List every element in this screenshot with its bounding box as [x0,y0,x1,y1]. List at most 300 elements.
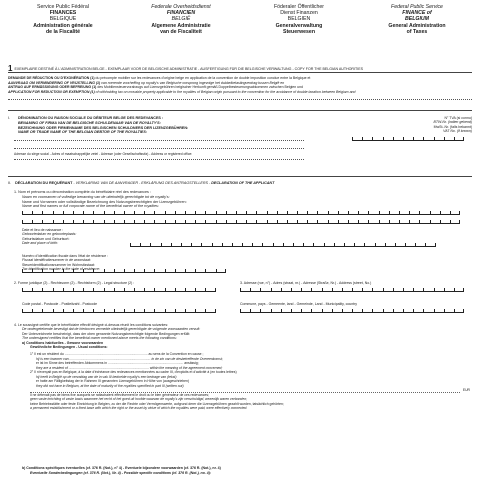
divider [8,72,472,73]
char-box[interactable] [324,243,334,247]
char-box[interactable] [114,220,124,224]
char-box[interactable] [440,211,450,215]
char-box[interactable] [399,211,409,215]
char-box[interactable] [124,211,134,215]
char-box[interactable] [419,211,429,215]
char-box[interactable] [144,269,154,273]
char-box[interactable] [185,309,195,313]
char-box[interactable] [434,137,444,141]
char-box[interactable] [385,243,395,247]
char-box[interactable] [53,220,63,224]
request-en-title: APPLICATION FOR REDUCTION OR EXEMPTION (1) [8,89,95,94]
char-box[interactable] [311,309,321,313]
char-box[interactable] [124,288,134,292]
char-box[interactable] [53,269,63,273]
eur-label: EUR [462,388,470,392]
char-box[interactable] [93,269,103,273]
char-box[interactable] [362,309,372,313]
char-box[interactable] [32,211,42,215]
char-box[interactable] [212,243,222,247]
char-box[interactable] [185,269,195,273]
char-box[interactable] [277,211,287,215]
char-box[interactable] [144,288,154,292]
header-nl-line4: Algemene Administratie [151,22,211,29]
char-box[interactable] [267,211,277,215]
char-box[interactable] [150,243,160,247]
header-de-line1: Föderaler Öffentlicher [273,4,325,10]
header-nl-line5: van de Fiscaliteit [160,28,202,35]
char-box[interactable] [354,243,364,247]
char-box[interactable] [262,243,272,247]
char-box[interactable] [42,309,52,313]
char-box[interactable] [260,309,270,313]
char-box[interactable] [114,309,124,313]
char-box[interactable] [303,243,313,247]
char-box[interactable] [352,288,362,292]
char-box[interactable] [358,220,368,224]
char-box[interactable] [32,220,42,224]
country-input-line[interactable] [8,99,472,100]
char-box[interactable] [165,220,175,224]
char-box[interactable] [42,220,52,224]
char-box[interactable] [154,211,164,215]
char-box[interactable] [22,211,32,215]
char-box[interactable] [181,243,191,247]
char-box[interactable] [104,269,114,273]
cond-b-de-en: Eventuelle Sonderbedingungen (cf. 376 R. (Not.), Nr. 4) - Possible specific conditions (cf. 376 R. (Not.), no. 4): [30,471,212,475]
request-nl-text: van roerende voorheffing op royalty's van Belgische oorsprong ingevolge het dubbelbelastingverdrag tussen België en [101,80,285,85]
header-english [358,4,476,46]
char-box[interactable] [328,211,338,215]
char-box[interactable] [332,309,342,313]
char-box[interactable] [22,269,32,273]
char-box[interactable] [383,309,393,313]
char-box[interactable] [423,309,433,313]
char-box[interactable] [287,220,297,224]
char-box[interactable] [42,288,52,292]
char-box[interactable] [440,220,450,224]
char-box[interactable] [124,269,134,273]
cond-a-fr: Conditions habituelles - Gewone voorwaarden [26,340,104,345]
char-box[interactable] [307,220,317,224]
char-box[interactable] [232,243,242,247]
char-box[interactable] [332,288,342,292]
char-box[interactable] [83,309,93,313]
char-box[interactable] [195,220,205,224]
char-box[interactable] [342,309,352,313]
char-box[interactable] [216,211,226,215]
condition-1-en: they are a resident of ..................................................................................... within the meaning of the agreement concerned; [36,365,223,370]
char-box[interactable] [338,211,348,215]
char-box[interactable] [73,269,83,273]
char-box[interactable] [104,211,114,215]
char-box[interactable] [104,220,114,224]
char-box[interactable] [415,243,425,247]
char-box[interactable] [423,137,433,141]
char-box[interactable] [405,243,415,247]
address-boxes[interactable] [240,287,464,292]
char-box[interactable] [403,137,413,141]
char-box[interactable] [348,211,358,215]
char-box[interactable] [73,211,83,215]
char-box[interactable] [395,243,405,247]
header-en-line4: General Administration [388,22,446,29]
debtor-name-input[interactable] [14,140,304,141]
char-box[interactable] [454,309,464,313]
char-box[interactable] [114,288,124,292]
char-box[interactable] [277,220,287,224]
char-box[interactable] [205,269,215,273]
char-box[interactable] [313,243,323,247]
char-box[interactable] [393,137,403,141]
char-box[interactable] [93,220,103,224]
char-box[interactable] [246,220,256,224]
char-box[interactable] [161,243,171,247]
char-box[interactable] [185,211,195,215]
char-box[interactable] [383,288,393,292]
char-box[interactable] [73,220,83,224]
char-box[interactable] [175,269,185,273]
header-fr-line4: Administration générale [33,22,93,29]
char-box[interactable] [413,288,423,292]
char-box[interactable] [83,269,93,273]
char-box[interactable] [364,243,374,247]
char-box[interactable] [403,288,413,292]
char-box[interactable] [281,309,291,313]
char-box[interactable] [450,220,460,224]
char-box[interactable] [63,288,73,292]
char-box[interactable] [413,309,423,313]
item1-nl: Naam en voornamen of volledige benaming van de uiteindelijk gerechtigde tot de royalty's: [22,194,170,199]
header-fr-line5: de la Fiscalité [45,28,81,35]
header-en-line5: of Taxes [406,28,428,35]
char-box[interactable] [242,243,252,247]
taxid-fr: Numéro d'identification fiscale dans l'état de résidence : [22,254,109,258]
char-box[interactable] [344,243,354,247]
char-box[interactable] [301,309,311,313]
char-box[interactable] [444,309,454,313]
char-box[interactable] [124,309,134,313]
char-box[interactable] [191,243,201,247]
char-box[interactable] [358,211,368,215]
char-box[interactable] [283,243,293,247]
char-box[interactable] [195,309,205,313]
header-german [240,4,358,46]
section-ii-title-other: - VERKLARING VAN DE AANVRAGER - ERKLÄRUNG DES ANTRAGSTELLERS - [73,181,211,185]
postcode-label: Code postal - Postcode - Postleitzahl - Postcode [22,302,98,306]
char-box[interactable] [287,211,297,215]
debtor-name-input-2[interactable] [14,148,304,149]
char-box[interactable] [22,288,32,292]
header-fr-line2: FINANCES [49,10,77,17]
char-box[interactable] [425,243,435,247]
char-box[interactable] [250,288,260,292]
char-box[interactable] [216,269,226,273]
char-box[interactable] [409,211,419,215]
char-box[interactable] [260,288,270,292]
char-box[interactable] [73,288,83,292]
char-box[interactable] [393,309,403,313]
char-box[interactable] [236,220,246,224]
char-box[interactable] [291,309,301,313]
section-ii-label: II. [8,181,12,185]
char-box[interactable] [32,288,42,292]
vat-number-boxes[interactable] [352,136,464,141]
char-box[interactable] [144,220,154,224]
char-box[interactable] [311,288,321,292]
header-fr-line1: Service Public Fédéral [37,4,89,10]
char-box[interactable] [53,309,63,313]
char-box[interactable] [236,211,246,215]
legal-structure-boxes[interactable] [22,287,216,292]
char-box[interactable] [175,220,185,224]
char-box[interactable] [423,288,433,292]
item4-en: The undersigned certifies that the beneficial owner mentioned above meets the following conditions: [22,336,177,341]
condition-2-de: er hatte am Fälligkeitstag der in Rahmen III genannten Lizenzgebühren in Höhe von (ausgeschrieben) [36,379,190,383]
char-box[interactable] [375,243,385,247]
char-box[interactable] [434,288,444,292]
char-box[interactable] [140,243,150,247]
char-box[interactable] [293,243,303,247]
char-box[interactable] [165,269,175,273]
char-box[interactable] [134,288,144,292]
char-box[interactable] [93,211,103,215]
char-box[interactable] [252,243,262,247]
char-box[interactable] [205,309,215,313]
char-box[interactable] [226,211,236,215]
char-box[interactable] [246,211,256,215]
form-header [4,4,476,46]
char-box[interactable] [307,211,317,215]
char-box[interactable] [165,211,175,215]
char-box[interactable] [165,309,175,313]
copy-text: EXEMPLAIRE DESTINÉ À L'ADMINISTRATION BELGE - EXEMPLAAR VOOR DE BELGISCHE ADMINISTRATIE - AUSFERTIGUNG FÜR DIE BELGISCHE VERWALTUNG - COPY FOR THE BELGIAN AUTHORITIES [14,67,363,71]
char-box[interactable] [175,309,185,313]
char-box[interactable] [379,211,389,215]
section-i [8,116,472,135]
copy-number: 1 [8,64,13,73]
request-fr-text: du précompte mobilier sur les redevances d'origine belge en application de la convention de double imposition conclue entre la Belgique et [95,76,311,80]
char-box[interactable] [205,220,215,224]
amount-input-line[interactable] [30,388,460,393]
char-box[interactable] [42,211,52,215]
char-box[interactable] [73,309,83,313]
char-box[interactable] [134,211,144,215]
char-box[interactable] [413,137,423,141]
char-box[interactable] [372,309,382,313]
char-box[interactable] [399,220,409,224]
header-fr-line3: BELGIQUE [49,16,77,23]
municipality-boxes[interactable] [240,308,464,313]
char-box[interactable] [53,211,63,215]
char-box[interactable] [154,269,164,273]
divider [8,110,472,111]
char-box[interactable] [130,243,140,247]
char-box[interactable] [124,220,134,224]
char-box[interactable] [352,137,362,141]
char-box[interactable] [134,220,144,224]
char-box[interactable] [430,211,440,215]
char-box[interactable] [328,220,338,224]
char-box[interactable] [175,288,185,292]
char-box[interactable] [403,309,413,313]
char-box[interactable] [185,220,195,224]
char-box[interactable] [434,309,444,313]
char-box[interactable] [83,288,93,292]
char-box[interactable] [348,220,358,224]
char-box[interactable] [32,309,42,313]
char-box[interactable] [195,211,205,215]
char-box[interactable] [444,137,454,141]
char-box[interactable] [240,288,250,292]
char-box[interactable] [114,269,124,273]
char-box[interactable] [273,243,283,247]
char-box[interactable] [250,309,260,313]
char-box[interactable] [83,211,93,215]
char-box[interactable] [291,288,301,292]
char-box[interactable] [362,288,372,292]
char-box[interactable] [389,220,399,224]
char-box[interactable] [454,137,464,141]
char-box[interactable] [362,137,372,141]
char-box[interactable] [195,269,205,273]
char-box[interactable] [134,309,144,313]
char-box[interactable] [201,243,211,247]
condition-1-de: er ist im Sinne des betreffenden Abkommens in ................................................................................ ansässig; [36,361,199,365]
char-box[interactable] [322,309,332,313]
char-box[interactable] [22,309,32,313]
char-box[interactable] [165,288,175,292]
conditions-list: 1° Il est un résident du ........................................................................................ au sens de la Convention en cause ; hij is een inwoner van ...................................................................................... in de zin van de desbetreffende Overeenkomst; er ist im Sinne des betreffenden Abkommens in ................................................................................ ansässig; they are a resident of ..................................................................................... within the meaning of the agreement concerned; 2° Il n'exerçait pas en Belgique, à la date d'échéance des redevances mentionnées au cadre III, d'exploits et d'activité à (en toutes lettres) hij heeft in België op de vervaldag van de in vak III bedoelde royalty's een bedrage van (tekst) er hatte am Fälligkeitstag der in Rahmen III genannten Lizenzgebühren in Höhe von (ausgeschrieben) they did not have in Belgium, at the date of maturity of the royalties specified in part III (written out) EUR Il ne détenait pas de biens fixe auxquels se rattachaient effectivement le droit ou le bien générateur de ces redevances; geen vaste inrichting of vaste basis waarmee het recht of het goed uit hoofde waarvan de royalty's zijn verschuldigd, wezenlijk waren verbonden; keine Betriebsstätte oder feste Einrichtung in Belgien, zu der die Rechte oder Vermögenswerte, aufgrund derer die Lizenzgebühren gezahlt wurden, tatsächlich gehörten; a permanent establishment or a fixed base with which the right or the asset by virtue of which the royalties were paid, were effectively connected. [30,352,470,410]
char-box[interactable] [338,220,348,224]
header-dutch [122,4,240,46]
header-en-line3: BELGIUM [405,16,429,23]
char-box[interactable] [450,211,460,215]
char-box[interactable] [389,211,399,215]
char-box[interactable] [454,288,464,292]
municipality-label: Commune, pays - Gemeente, land - Gemeinde, Land - Municipality, country [240,302,358,306]
section-i-label: I. [8,116,11,120]
char-box[interactable] [154,220,164,224]
char-box[interactable] [383,137,393,141]
char-box[interactable] [322,288,332,292]
char-box[interactable] [297,220,307,224]
header-nl-line3: BELGIË [171,16,191,23]
char-box[interactable] [175,211,185,215]
char-box[interactable] [368,211,378,215]
condition-3-de: keine Betriebsstätte oder feste Einrichtung in Belgien, zu der die Rechte oder Vermögenswerte, aufgrund derer die Lizenzgebühren gezahlt wurden, tatsächlich gehörten; [30,401,284,406]
char-box[interactable] [32,269,42,273]
beneficial-owner-boxes-1[interactable] [22,210,460,215]
registered-office-input[interactable] [14,159,304,160]
char-box[interactable] [281,288,291,292]
char-box[interactable] [271,288,281,292]
request-title-block [8,76,472,100]
char-box[interactable] [317,211,327,215]
item4-fr: Le soussigné certifie que le bénéficiaire effectif désigné ci-dessus réunit les conditions suivantes: [17,323,169,327]
char-box[interactable] [372,288,382,292]
char-box[interactable] [42,269,52,273]
char-box[interactable] [379,220,389,224]
vat-label-fr: N° TVA (si connu) [444,116,472,120]
char-box[interactable] [297,211,307,215]
char-box[interactable] [93,309,103,313]
section-i-title-fr: DÉNOMINATION OU RAISON SOCIALE DU DÉBITEUR BELGE DES REDEVANCES : [18,116,164,120]
char-box[interactable] [195,288,205,292]
char-box[interactable] [22,220,32,224]
char-box[interactable] [342,288,352,292]
char-box[interactable] [104,288,114,292]
beneficial-owner-boxes-2[interactable] [22,219,460,224]
char-box[interactable] [222,243,232,247]
char-box[interactable] [63,269,73,273]
condition-3-fr: Il ne détenait pas de biens fixe auxquels se rattachaient effectivement le droit ou le bien générateur de ces redevances; [30,392,210,397]
char-box[interactable] [104,309,114,313]
header-de-line3: BELGIEN [287,16,311,23]
char-box[interactable] [63,211,73,215]
char-box[interactable] [63,309,73,313]
header-nl-line2: FINANCIEN [166,10,196,17]
char-box[interactable] [393,288,403,292]
char-box[interactable] [419,220,429,224]
taxid-boxes[interactable] [22,268,226,273]
char-box[interactable] [256,220,266,224]
char-box[interactable] [144,211,154,215]
char-box[interactable] [256,211,266,215]
char-box[interactable] [205,288,215,292]
item3-label: 3. Adresse (rue, n°) - Adres (straat, nr.) - Adresse (Straße, Nr.) - Address (street, No.) [240,281,372,285]
char-box[interactable] [267,220,277,224]
taxid-de: Steueridentifikationsnummer im Wohnsitzstaat: [22,262,95,267]
condition-3-en: a permanent establishment or a fixed base with which the right or the asset by virtue of which the royalties were paid, were effectively connected. [30,406,248,410]
char-box[interactable] [63,220,73,224]
char-box[interactable] [444,288,454,292]
char-box[interactable] [53,288,63,292]
char-box[interactable] [93,288,103,292]
char-box[interactable] [114,211,124,215]
char-box[interactable] [216,220,226,224]
request-de-title: ANTRAG AUF ERMÄSSIGUNG ODER BEFREIUNG (1) [8,85,97,90]
item1-fr: Nom et prénoms ou dénomination complète du bénéficiaire réel des redevances : [18,190,151,194]
char-box[interactable] [154,309,164,313]
char-box[interactable] [185,288,195,292]
char-box[interactable] [301,288,311,292]
char-box[interactable] [171,243,181,247]
char-box[interactable] [334,243,344,247]
char-box[interactable] [430,220,440,224]
char-box[interactable] [134,269,144,273]
char-box[interactable] [271,309,281,313]
char-box[interactable] [317,220,327,224]
char-box[interactable] [154,288,164,292]
legal-structure-label: Forme juridique (2) - Rechtsvorm (2) - Rechtsform (2) - Legal structure (2) : [17,281,135,285]
header-de-line4: Generalverwaltung [275,22,323,29]
char-box[interactable] [368,220,378,224]
char-box[interactable] [372,137,382,141]
char-box[interactable] [83,220,93,224]
char-box[interactable] [409,220,419,224]
item4-labels: 4. Le soussigné certifie que le bénéficiaire effectif désigné ci-dessus réunit les conditions suivantes: De ondergetekende bevestigt dat de hierboven vermelde uiteindelijk gerechtigde de volgende voorwaarden vervult: Der Unterzeichnete bescheinigt, dass der oben genannte Nutzungsberechtigte folgende Bedingungen erfüllt: The undersigned certifies that the beneficial owner mentioned above meets the following conditions: a) Conditions habituelles - Gewone voorwaarden Gewöhnliche Bedingungen - Usual conditions: [14,323,472,349]
header-nl-line1: Federale Overheidsdienst [151,4,211,10]
char-box[interactable] [240,309,250,313]
char-box[interactable] [144,309,154,313]
char-box[interactable] [226,220,236,224]
char-box[interactable] [352,309,362,313]
birth-fr: Date et lieu de naissance : [22,228,64,232]
birth-date-boxes[interactable] [130,242,436,247]
char-box[interactable] [205,211,215,215]
postcode-boxes[interactable] [22,308,216,313]
